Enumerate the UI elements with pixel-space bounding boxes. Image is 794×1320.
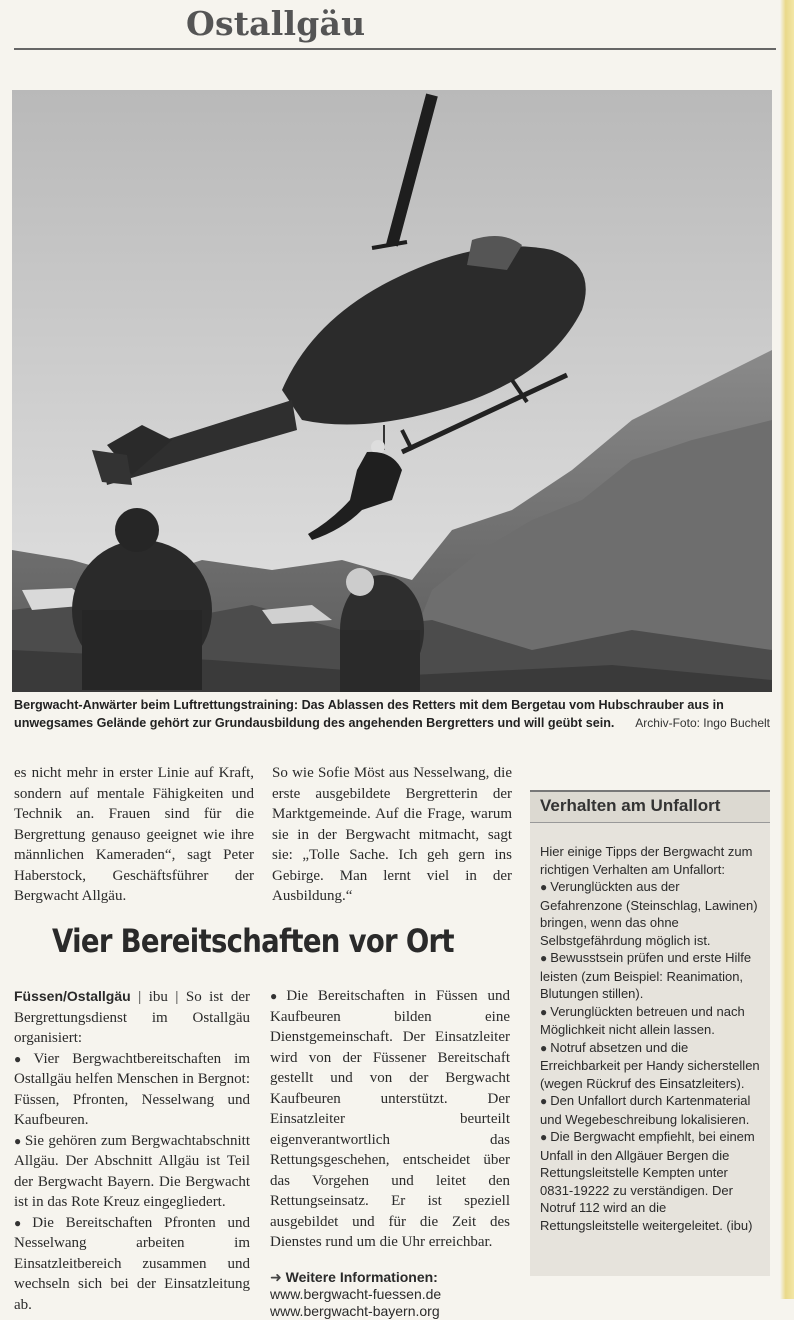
bullet-icon: ● — [540, 880, 548, 894]
more-info-heading — [270, 1269, 510, 1286]
bullet-icon: ● — [540, 1094, 548, 1108]
article-headline: Vier Bereitschaften vor Ort — [52, 922, 454, 960]
article-column-2 — [272, 763, 512, 907]
dateline: Füssen/Ostallgäu — [14, 988, 131, 1004]
link-bergwacht-fuessen[interactable]: www.bergwacht-fuessen.de — [270, 1285, 442, 1302]
section-title: Ostallgäu — [186, 4, 366, 43]
item-text: Sie gehören zum Bergwachtabschnitt Allgäu. Der Abschnitt Allgäu ist Teil der Bergwacht Bayern. Die Bergwacht ist in das Rote Kreuz eingegliedert. — [14, 1132, 251, 1210]
item-text: Bewusstsein prüfen und erste Hilfe leisten (zum Beispiel: Reanimation, Blutungen stillen). — [540, 950, 752, 1001]
item-text: Verunglückten betreuen und nach Möglichkeit nicht allein lassen. — [540, 1003, 745, 1037]
paragraph: So wie Sofie Möst aus Nesselwang, die erste ausgebildete Bergretterin der Marktgemeinde. Auf die Frage, warum sie in der Bergwacht mitmacht, sagt sie: „Tolle Sache. Ich geh gern ins Gebirge. Man lernt viel in der Ausbildung.“ — [272, 765, 512, 904]
more-info-label: Weitere Informationen: — [285, 1268, 438, 1285]
bullet-icon: ● — [540, 951, 548, 965]
article-column-1 — [14, 763, 254, 907]
byline: | ibu | So ist der Bergrettungsdienst im Ostallgäu organisiert: — [14, 989, 250, 1046]
infobox-item — [530, 1092, 770, 1128]
list-item — [270, 986, 510, 1253]
bullet-icon: ● — [540, 1004, 548, 1019]
paragraph: es nicht mehr in erster Linie auf Kraft, sondern auf mentale Fähigkeiten und Technik an. Frauen sind für die Bergrettung genauso geeignet wie ihre männlichen Kameraden“, sagt Peter Haberstock, Geschäftsführer der Bergwacht Allgäu. — [14, 765, 254, 904]
page-edge — [780, 0, 794, 1299]
article2-column-1 — [14, 986, 250, 1315]
infobox-intro: Hier einige Tipps der Bergwacht zum richtigen Verhalten am Unfallort: — [540, 844, 753, 877]
infobox — [530, 790, 770, 1276]
more-info — [270, 1269, 510, 1320]
arrow-icon: ➜ — [270, 1268, 282, 1285]
article2-column-2 — [270, 986, 510, 1320]
infobox-title: Verhalten am Unfallort — [530, 792, 770, 823]
caption-text: Bergwacht-Anwärter beim Luftrettungstraining: Das Ablassen des Retters mit dem Bergetau vom Hubschrauber aus in unwegsames Gelände gehört zur Grundausbildung des angehenden Bergretters und will geübt sein. — [14, 698, 724, 730]
bullet-icon: ● — [14, 1051, 31, 1066]
photo-caption — [14, 696, 774, 732]
bullet-icon: ● — [540, 1130, 548, 1144]
bullet-icon: ● — [270, 989, 284, 1003]
link-bergwacht-bayern[interactable]: www.bergwacht-bayern.org — [270, 1302, 440, 1319]
bullet-icon: ● — [14, 1215, 30, 1230]
infobox-item — [530, 1003, 770, 1039]
item-text: Verunglückten aus der Gefahrenzone (Steinschlag, Lawinen) bringen, wenn das ohne Selbstgefährdung möglich ist. — [540, 879, 758, 948]
list-item — [14, 1131, 250, 1213]
infobox-item — [530, 1039, 770, 1093]
item-text: Die Bergwacht empfiehlt, bei einem Unfall in den Allgäuer Bergen die Rettungsleitstelle Kempten unter 0831-19222 zu verständigen. Der Notruf 112 wird an die Rettungsleitstelle weitergeleitet. (ibu) — [540, 1129, 755, 1233]
list-item — [14, 1049, 250, 1131]
bullet-icon: ● — [540, 1040, 548, 1055]
item-text: Die Bereitschaften in Füssen und Kaufbeuren bilden eine Dienstgemeinschaft. Der Einsatzleiter wird von der Füssener Bereitschaft gestellt und von der Bergwacht Kaufbeuren unterstützt. Der Einsatzleiter beurteilt eigenverantwortlich das Rettungsgeschehen, entscheidet über das Vorgehen und leitet den Rettungseinsatz. Er ist speziell ausgebildet und für die Zeit des Dienstes rund um die Uhr erreichbar. — [270, 988, 510, 1250]
infobox-item — [530, 949, 770, 1003]
item-text: Notruf absetzen und die Erreichbarkeit per Handy sicherstellen (wegen Rückruf des Einsatzleiters). — [540, 1039, 760, 1091]
infobox-item — [530, 1128, 770, 1234]
item-text: Die Bereitschaften Pfronten und Nesselwang arbeiten im Einsatzleitbereich zusammen und wechseln sich bei der Einsatzleitung ab. — [14, 1214, 250, 1313]
infobox-item — [530, 878, 770, 949]
photo-credit: Archiv-Foto: Ingo Buchelt — [635, 716, 770, 730]
list-item — [14, 1213, 250, 1316]
header-rule — [14, 48, 776, 50]
paragraph — [14, 986, 250, 1049]
item-text: Vier Bergwachtbereitschaften im Ostallgäu helfen Menschen in Bergnot: Füssen, Pfronten, Nesselwang und Kaufbeuren. — [14, 1050, 250, 1128]
helicopter-photo — [12, 90, 772, 692]
item-text: Den Unfallort durch Kartenmaterial und Wegebeschreibung lokalisieren. — [540, 1093, 751, 1127]
bullet-icon: ● — [14, 1133, 22, 1148]
